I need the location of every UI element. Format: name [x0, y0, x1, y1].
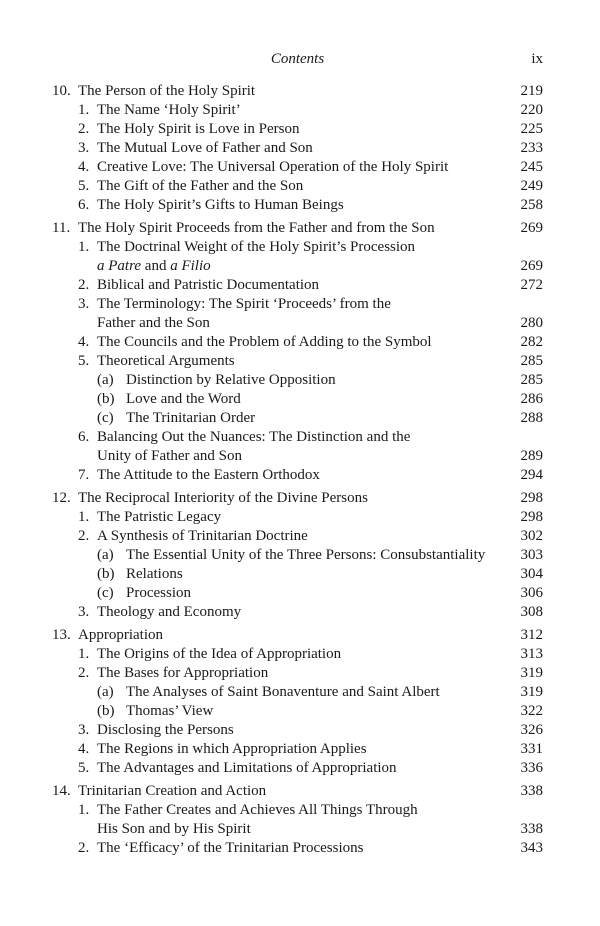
page-number: 319 — [520, 665, 543, 681]
section-title: Biblical and Patristic Documentation — [97, 277, 320, 293]
section-title-continued: Father and the Son — [97, 315, 210, 331]
section-number: 3. — [78, 722, 90, 738]
toc-entry-section[interactable] — [52, 759, 543, 778]
page-folio: ix — [531, 51, 543, 67]
section-title: The Gift of the Father and the Son — [97, 178, 304, 194]
subsection-title: Relations — [126, 566, 183, 582]
section-number: 1. — [78, 646, 90, 662]
subsection-letter: (b) — [97, 566, 115, 582]
toc-entry-section[interactable] — [52, 721, 543, 740]
subsection-letter: (c) — [97, 585, 114, 601]
toc-entry-continuation[interactable] — [52, 820, 543, 839]
subsection-letter: (a) — [97, 684, 114, 700]
page-number: 313 — [520, 646, 543, 662]
section-number: 4. — [78, 159, 90, 175]
section-title: The Name ‘Holy Spirit’ — [97, 102, 241, 118]
toc-entry-section[interactable] — [52, 333, 543, 352]
table-of-contents — [52, 82, 543, 858]
section-number: 1. — [78, 802, 90, 818]
toc-entry-section[interactable] — [52, 196, 543, 215]
section-number: 5. — [78, 353, 90, 369]
chapter-14 — [52, 782, 543, 858]
page-number: 285 — [520, 372, 543, 388]
toc-page — [52, 49, 543, 862]
page-number: 303 — [520, 547, 543, 563]
chapter-10 — [52, 82, 543, 215]
toc-entry-section[interactable] — [52, 603, 543, 622]
page-number: 338 — [520, 821, 543, 837]
section-title: The Holy Spirit is Love in Person — [97, 121, 300, 137]
page-number: 249 — [520, 178, 543, 194]
page-number: 304 — [520, 566, 543, 582]
toc-entry-section[interactable] — [52, 664, 543, 683]
toc-entry-section[interactable] — [52, 839, 543, 858]
page-number: 336 — [520, 760, 543, 776]
toc-entry-section[interactable] — [52, 120, 543, 139]
toc-entry-section[interactable] — [52, 527, 543, 546]
page-number: 245 — [520, 159, 543, 175]
toc-entry-chapter[interactable] — [52, 489, 543, 508]
subsection-title: The Essential Unity of the Three Persons: Consubstantiality — [126, 547, 486, 563]
page-number: 286 — [520, 391, 543, 407]
chapter-number: 13. — [52, 627, 71, 643]
toc-entry-section[interactable] — [52, 466, 543, 485]
toc-entry-chapter[interactable] — [52, 219, 543, 238]
page-number: 272 — [520, 277, 543, 293]
toc-entry-section[interactable] — [52, 645, 543, 664]
page-number: 319 — [520, 684, 543, 700]
section-title: A Synthesis of Trinitarian Doctrine — [97, 528, 308, 544]
page-number: 258 — [520, 197, 543, 213]
section-number: 2. — [78, 665, 90, 681]
subsection-letter: (c) — [97, 410, 114, 426]
section-title: The Terminology: The Spirit ‘Proceeds’ from the — [97, 296, 391, 312]
section-title: Disclosing the Persons — [97, 722, 234, 738]
subsection-title: Love and the Word — [126, 391, 241, 407]
page-number: 322 — [520, 703, 543, 719]
section-title: The Bases for Appropriation — [97, 665, 269, 681]
subsection-title: The Analyses of Saint Bonaventure and Saint Albert — [126, 684, 440, 700]
subsection-letter: (a) — [97, 372, 114, 388]
section-title-continued: His Son and by His Spirit — [97, 821, 251, 837]
section-title: The Advantages and Limitations of Appropriation — [97, 760, 397, 776]
page-number: 326 — [520, 722, 543, 738]
chapter-11 — [52, 219, 543, 485]
section-number: 5. — [78, 760, 90, 776]
toc-entry-section[interactable] — [52, 238, 543, 257]
chapter-number: 11. — [52, 220, 71, 236]
page-number: 285 — [520, 353, 543, 369]
section-number: 2. — [78, 277, 90, 293]
subsection-letter: (a) — [97, 547, 114, 563]
page-number: 308 — [520, 604, 543, 620]
toc-entry-section[interactable] — [52, 276, 543, 295]
running-header — [52, 49, 543, 69]
subsection-title: The Trinitarian Order — [126, 410, 256, 426]
chapter-12 — [52, 489, 543, 622]
toc-entry-chapter[interactable] — [52, 626, 543, 645]
toc-entry-section[interactable] — [52, 740, 543, 759]
section-number: 6. — [78, 197, 90, 213]
toc-entry-subsection[interactable] — [52, 584, 543, 603]
toc-entry-section[interactable] — [52, 139, 543, 158]
latin-phrase: a Patre — [97, 258, 142, 274]
latin-phrase: a Filio — [170, 258, 211, 274]
section-title-continued: Unity of Father and Son — [97, 448, 242, 464]
chapter-title: Appropriation — [78, 627, 163, 643]
section-title-continued — [97, 257, 211, 276]
chapter-title: The Holy Spirit Proceeds from the Father and from the Son — [78, 220, 435, 236]
toc-entry-chapter[interactable] — [52, 82, 543, 101]
page-number: 220 — [520, 102, 543, 118]
conjunction: and — [141, 258, 171, 274]
page-number: 312 — [520, 627, 543, 643]
section-title: The Doctrinal Weight of the Holy Spirit’s Procession — [97, 239, 416, 255]
subsection-letter: (b) — [97, 703, 115, 719]
toc-entry-section[interactable] — [52, 177, 543, 196]
toc-entry-subsection[interactable] — [52, 702, 543, 721]
section-number: 5. — [78, 178, 90, 194]
section-number: 2. — [78, 840, 90, 856]
toc-entry-section[interactable] — [52, 158, 543, 177]
section-title: Theology and Economy — [97, 604, 242, 620]
chapter-number: 12. — [52, 490, 71, 506]
page-number: 219 — [520, 83, 543, 99]
toc-entry-section[interactable] — [52, 352, 543, 371]
section-title: The Attitude to the Eastern Orthodox — [97, 467, 320, 483]
section-title: The Patristic Legacy — [97, 509, 222, 525]
section-number: 3. — [78, 296, 90, 312]
section-number: 1. — [78, 102, 90, 118]
page-number: 343 — [520, 840, 543, 856]
chapter-title: The Person of the Holy Spirit — [78, 83, 256, 99]
section-number: 2. — [78, 528, 90, 544]
page-number: 289 — [520, 448, 543, 464]
toc-entry-subsection[interactable] — [52, 565, 543, 584]
toc-entry-chapter[interactable] — [52, 782, 543, 801]
toc-entry-continuation[interactable] — [52, 314, 543, 333]
section-number: 3. — [78, 604, 90, 620]
toc-entry-subsection[interactable] — [52, 683, 543, 702]
toc-entry-subsection[interactable] — [52, 546, 543, 565]
page-number: 298 — [520, 490, 543, 506]
page-number: 302 — [520, 528, 543, 544]
toc-entry-continuation[interactable] — [52, 257, 543, 276]
page-number: 294 — [520, 467, 543, 483]
toc-entry-section[interactable] — [52, 801, 543, 820]
chapter-title: Trinitarian Creation and Action — [78, 783, 267, 799]
section-title: The ‘Efficacy’ of the Trinitarian Processions — [97, 840, 364, 856]
running-title: Contents — [270, 51, 325, 67]
section-title: The Regions in which Appropriation Applies — [97, 741, 367, 757]
section-title: The Mutual Love of Father and Son — [97, 140, 313, 156]
page-number: 288 — [520, 410, 543, 426]
section-number: 1. — [78, 239, 90, 255]
page-number: 282 — [520, 334, 543, 350]
chapter-title: The Reciprocal Interiority of the Divine Persons — [78, 490, 368, 506]
section-number: 4. — [78, 741, 90, 757]
section-number: 6. — [78, 429, 90, 445]
page-number: 298 — [520, 509, 543, 525]
chapter-number: 14. — [52, 783, 71, 799]
toc-entry-section[interactable] — [52, 101, 543, 120]
toc-entry-subsection[interactable] — [52, 390, 543, 409]
toc-entry-section[interactable] — [52, 428, 543, 447]
section-title: Theoretical Arguments — [97, 353, 235, 369]
section-number: 3. — [78, 140, 90, 156]
section-title: The Father Creates and Achieves All Things Through — [97, 802, 418, 818]
chapter-13 — [52, 626, 543, 778]
toc-entry-continuation[interactable] — [52, 447, 543, 466]
section-number: 2. — [78, 121, 90, 137]
section-title: The Councils and the Problem of Adding to the Symbol — [97, 334, 432, 350]
page-number: 269 — [520, 258, 543, 274]
toc-entry-subsection[interactable] — [52, 409, 543, 428]
page-number: 233 — [520, 140, 543, 156]
section-title: The Origins of the Idea of Appropriation — [97, 646, 342, 662]
toc-entry-section[interactable] — [52, 295, 543, 314]
toc-entry-section[interactable] — [52, 508, 543, 527]
page-number: 338 — [520, 783, 543, 799]
section-title: Creative Love: The Universal Operation of the Holy Spirit — [97, 159, 449, 175]
subsection-title: Thomas’ View — [126, 703, 214, 719]
section-number: 4. — [78, 334, 90, 350]
toc-entry-subsection[interactable] — [52, 371, 543, 390]
subsection-title: Distinction by Relative Opposition — [126, 372, 336, 388]
page-number: 269 — [520, 220, 543, 236]
section-title: The Holy Spirit’s Gifts to Human Beings — [97, 197, 344, 213]
section-number: 7. — [78, 467, 90, 483]
page-number: 225 — [520, 121, 543, 137]
section-number: 1. — [78, 509, 90, 525]
section-title: Balancing Out the Nuances: The Distinction and the — [97, 429, 411, 445]
page-number: 331 — [520, 741, 543, 757]
subsection-title: Procession — [126, 585, 191, 601]
page-number: 280 — [520, 315, 543, 331]
chapter-number: 10. — [52, 83, 71, 99]
page-number: 306 — [520, 585, 543, 601]
subsection-letter: (b) — [97, 391, 115, 407]
